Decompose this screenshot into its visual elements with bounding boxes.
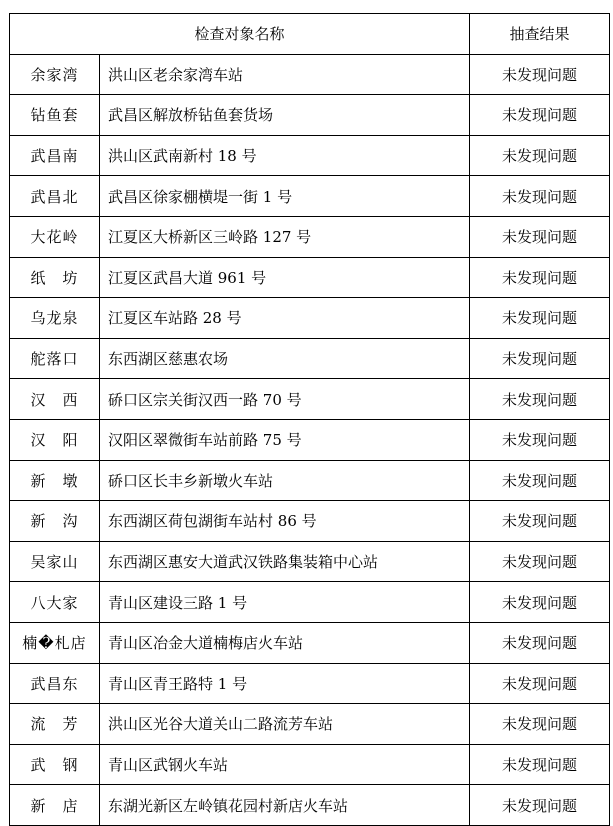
inspection-result: 未发现问题 — [470, 216, 610, 257]
table-row — [10, 582, 610, 623]
inspection-result: 未发现问题 — [470, 135, 610, 176]
station-address: 江夏区车站路 28 号 — [100, 298, 470, 339]
table-row — [10, 501, 610, 542]
inspection-result: 未发现问题 — [470, 54, 610, 95]
table-row — [10, 785, 610, 826]
table-row — [10, 176, 610, 217]
inspection-result: 未发现问题 — [470, 176, 610, 217]
table-row — [10, 216, 610, 257]
station-name: 大花岭 — [10, 216, 100, 257]
station-address: 青山区冶金大道楠梅店火车站 — [100, 622, 470, 663]
station-name: 汉 西 — [10, 379, 100, 420]
station-name: 余家湾 — [10, 54, 100, 95]
table-row — [10, 95, 610, 136]
station-address: 东西湖区惠安大道武汉铁路集装箱中心站 — [100, 541, 470, 582]
station-name: 流 芳 — [10, 704, 100, 745]
station-name: 八大家 — [10, 582, 100, 623]
station-name: 纸 坊 — [10, 257, 100, 298]
inspection-result: 未发现问题 — [470, 582, 610, 623]
table-row — [10, 541, 610, 582]
station-address: 青山区武钢火车站 — [100, 744, 470, 785]
inspection-result: 未发现问题 — [470, 704, 610, 745]
station-address: 洪山区武南新村 18 号 — [100, 135, 470, 176]
header-object-name: 检查对象名称 — [10, 14, 470, 55]
inspection-result: 未发现问题 — [470, 460, 610, 501]
inspection-result: 未发现问题 — [470, 622, 610, 663]
station-address: 汉阳区翠微街车站前路 75 号 — [100, 419, 470, 460]
station-address: 东西湖区荷包湖街车站村 86 号 — [100, 501, 470, 542]
inspection-table — [9, 13, 610, 826]
table-row — [10, 419, 610, 460]
inspection-result: 未发现问题 — [470, 379, 610, 420]
table-row — [10, 135, 610, 176]
station-address: 洪山区光谷大道关山二路流芳车站 — [100, 704, 470, 745]
station-name: 武 钢 — [10, 744, 100, 785]
station-name: 新 墩 — [10, 460, 100, 501]
table-row — [10, 257, 610, 298]
station-name: 武昌北 — [10, 176, 100, 217]
inspection-result: 未发现问题 — [470, 257, 610, 298]
table-body — [10, 54, 610, 825]
table-row — [10, 622, 610, 663]
inspection-result: 未发现问题 — [470, 419, 610, 460]
table-header-row — [10, 14, 610, 55]
table-row — [10, 704, 610, 745]
station-address: 青山区建设三路 1 号 — [100, 582, 470, 623]
inspection-result: 未发现问题 — [470, 663, 610, 704]
table-row — [10, 663, 610, 704]
inspection-result: 未发现问题 — [470, 744, 610, 785]
inspection-result: 未发现问题 — [470, 541, 610, 582]
station-name: 武昌南 — [10, 135, 100, 176]
station-name: 新 沟 — [10, 501, 100, 542]
header-result: 抽查结果 — [470, 14, 610, 55]
station-address: 硚口区长丰乡新墩火车站 — [100, 460, 470, 501]
inspection-result: 未发现问题 — [470, 501, 610, 542]
station-address: 东西湖区慈惠农场 — [100, 338, 470, 379]
table-row — [10, 298, 610, 339]
inspection-result: 未发现问题 — [470, 298, 610, 339]
station-name: 吴家山 — [10, 541, 100, 582]
station-name: 汉 阳 — [10, 419, 100, 460]
inspection-result: 未发现问题 — [470, 95, 610, 136]
station-name: 钻鱼套 — [10, 95, 100, 136]
station-name: 新 店 — [10, 785, 100, 826]
inspection-result: 未发现问题 — [470, 785, 610, 826]
table-row — [10, 379, 610, 420]
table-row — [10, 744, 610, 785]
station-name: 舵落口 — [10, 338, 100, 379]
table-row — [10, 54, 610, 95]
station-name: 乌龙泉 — [10, 298, 100, 339]
station-address: 硚口区宗关街汉西一路 70 号 — [100, 379, 470, 420]
table-row — [10, 338, 610, 379]
station-address: 东湖光新区左岭镇花园村新店火车站 — [100, 785, 470, 826]
table-row — [10, 460, 610, 501]
station-address: 青山区青王路特 1 号 — [100, 663, 470, 704]
station-address: 洪山区老余家湾车站 — [100, 54, 470, 95]
station-address: 武昌区徐家棚横堤一街 1 号 — [100, 176, 470, 217]
station-name: 楠�札店 — [10, 622, 100, 663]
station-name: 武昌东 — [10, 663, 100, 704]
inspection-result: 未发现问题 — [470, 338, 610, 379]
station-address: 江夏区大桥新区三岭路 127 号 — [100, 216, 470, 257]
station-address: 江夏区武昌大道 961 号 — [100, 257, 470, 298]
station-address: 武昌区解放桥钻鱼套货场 — [100, 95, 470, 136]
